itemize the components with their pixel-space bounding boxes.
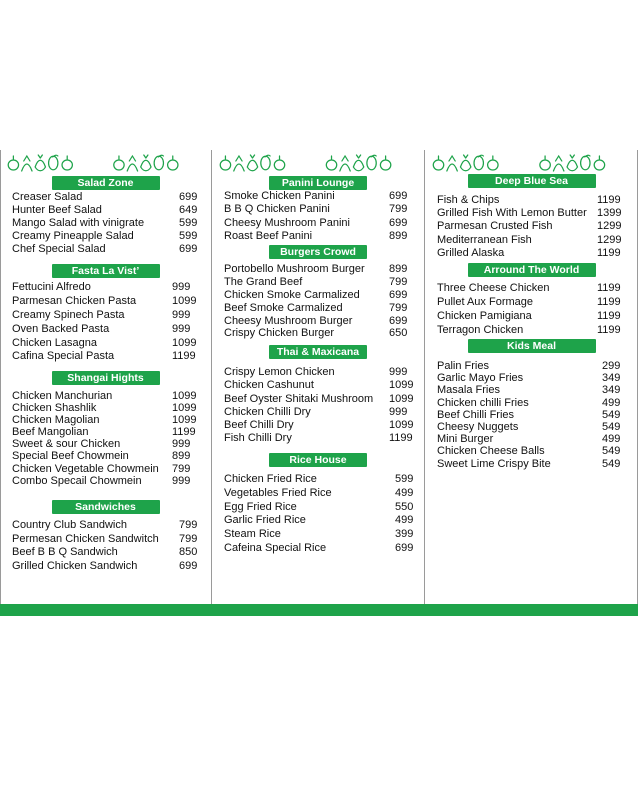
- item-name: Pullet Aux Formage: [437, 295, 533, 308]
- item-name: Sweet & sour Chicken: [12, 438, 121, 451]
- item-price: 799: [179, 519, 198, 531]
- menu-item: [437, 458, 636, 470]
- section-title: Kids Meal: [468, 339, 596, 353]
- menu-section: [2, 500, 209, 514]
- menu-section: [2, 264, 209, 278]
- menu-section: [214, 453, 422, 467]
- item-name: Cheesy Mushroom Panini: [224, 216, 350, 229]
- menu-item: [224, 419, 422, 432]
- item-name: Special Beef Chowmein: [12, 450, 129, 463]
- item-name: The Grand Beef: [224, 275, 303, 288]
- section-title: Arround The World: [468, 263, 596, 277]
- menu-item: [437, 282, 636, 296]
- item-price: 1099: [389, 379, 414, 392]
- item-name: Crispy Lemon Chicken: [224, 366, 335, 378]
- item-name: B B Q Chicken Panini: [224, 203, 330, 216]
- menu-column-3: [427, 150, 636, 602]
- section-title: Salad Zone: [52, 176, 160, 190]
- item-price: 1099: [389, 419, 414, 432]
- item-price: 349: [602, 372, 621, 385]
- item-name: Chef Special Salad: [12, 242, 106, 255]
- item-name: Mini Burger: [437, 433, 494, 446]
- section-title: Thai & Maxicana: [269, 345, 367, 359]
- menu-column-1: [2, 150, 209, 602]
- menu-item: [437, 397, 636, 409]
- menu-item: [437, 372, 636, 384]
- item-list: [224, 473, 422, 556]
- menu-item: [12, 560, 209, 574]
- menu-item: [224, 276, 422, 289]
- menu-item: [12, 475, 209, 487]
- item-price: 1099: [389, 392, 414, 405]
- item-name: Cheesy Mushroom Burger: [224, 314, 353, 327]
- menu-sheet: [0, 150, 638, 616]
- item-list: [437, 194, 636, 260]
- item-price: 699: [395, 541, 414, 554]
- menu-item: [12, 533, 209, 547]
- item-name: Cafina Special Pasta: [12, 350, 115, 363]
- menu-item: [437, 296, 636, 310]
- menu-item: [224, 528, 422, 542]
- item-price: 699: [389, 216, 408, 229]
- menu-item: [437, 207, 636, 220]
- item-price: 1099: [172, 390, 197, 402]
- item-price: 699: [389, 288, 408, 301]
- menu-item: [224, 542, 422, 556]
- item-name: Chicken Chilli Dry: [224, 405, 311, 418]
- item-price: 899: [389, 263, 408, 275]
- item-price: 699: [179, 242, 198, 255]
- item-price: 1099: [172, 402, 197, 415]
- menu-item: [437, 409, 636, 421]
- item-price: 999: [389, 405, 408, 418]
- item-price: 850: [179, 546, 198, 559]
- item-price: 650: [389, 327, 408, 340]
- item-price: 1399: [597, 207, 622, 220]
- item-price: 649: [179, 203, 198, 216]
- item-name: Beef Oyster Shitaki Mushroom: [224, 392, 374, 405]
- menu-item: [12, 217, 209, 230]
- item-list: [224, 190, 422, 243]
- menu-section: [427, 263, 636, 277]
- item-price: 899: [389, 229, 408, 242]
- menu-section: [2, 371, 209, 385]
- menu-item: [437, 445, 636, 457]
- menu-item: [12, 546, 209, 560]
- item-name: Creamy Spinech Pasta: [12, 308, 125, 321]
- item-price: 1199: [597, 295, 621, 308]
- menu-item: [224, 473, 422, 487]
- menu-item: [224, 190, 422, 203]
- item-name: Mango Salad with vinigrate: [12, 216, 145, 229]
- item-name: Combo Specail Chowmein: [12, 474, 142, 487]
- item-name: Hunter Beef Salad: [12, 203, 102, 216]
- menu-item: [12, 337, 209, 351]
- item-name: Parmesan Chicken Pasta: [12, 294, 137, 307]
- item-name: Fettucini Alfredo: [12, 281, 91, 293]
- menu-item: [224, 366, 422, 379]
- item-name: Three Cheese Chicken: [437, 282, 550, 294]
- menu-item: [437, 234, 636, 247]
- item-price: 599: [395, 473, 414, 485]
- item-name: Chicken Smoke Carmalized: [224, 288, 360, 301]
- menu-section: [214, 245, 422, 259]
- item-price: 999: [172, 474, 191, 487]
- menu-item: [12, 390, 209, 402]
- item-price: 1299: [597, 220, 622, 233]
- vegetable-doodle-icon: [2, 151, 209, 175]
- menu-item: [224, 263, 422, 276]
- sheet-border-left: [0, 150, 1, 616]
- menu-item: [224, 203, 422, 216]
- item-name: Palin Fries: [437, 360, 489, 372]
- item-name: Grilled Alaska: [437, 246, 505, 259]
- item-price: 1199: [597, 282, 621, 294]
- item-name: Creaser Salad: [12, 191, 83, 203]
- item-name: Beef Chilli Fries: [437, 408, 515, 421]
- section-title: Rice House: [269, 453, 367, 467]
- item-price: 550: [395, 500, 414, 513]
- item-name: Creamy Pineapple Salad: [12, 229, 134, 242]
- menu-item: [12, 230, 209, 243]
- menu-item: [224, 327, 422, 340]
- menu-item: [437, 433, 636, 445]
- menu-item: [437, 324, 636, 338]
- menu-item: [12, 295, 209, 309]
- item-name: Vegetables Fried Rice: [224, 486, 332, 499]
- item-name: Parmesan Crusted Fish: [437, 220, 553, 233]
- item-name: Chicken chilli Fries: [437, 396, 529, 409]
- item-price: 599: [179, 216, 198, 229]
- item-price: 799: [389, 275, 408, 288]
- menu-item: [12, 450, 209, 462]
- item-price: 499: [602, 396, 621, 409]
- item-price: 1199: [597, 246, 621, 259]
- item-price: 549: [602, 408, 621, 421]
- section-title: Panini Lounge: [269, 176, 367, 190]
- item-name: Beef B B Q Sandwich: [12, 546, 118, 559]
- menu-item: [224, 379, 422, 392]
- item-price: 549: [602, 457, 621, 470]
- menu-item: [12, 519, 209, 533]
- menu-item: [224, 514, 422, 528]
- menu-item: [437, 220, 636, 233]
- item-name: Grilled Fish With Lemon Butter: [437, 207, 587, 220]
- menu-item: [437, 310, 636, 324]
- item-list: [437, 282, 636, 338]
- menu-section: [427, 339, 636, 353]
- item-price: 999: [172, 438, 191, 451]
- menu-item: [224, 432, 422, 445]
- item-name: Chicken Manchurian: [12, 390, 113, 402]
- item-name: Chicken Vegetable Chowmein: [12, 462, 159, 475]
- item-price: 999: [172, 281, 191, 293]
- item-price: 999: [172, 322, 191, 335]
- item-price: 549: [602, 445, 621, 458]
- menu-item: [224, 217, 422, 230]
- item-list: [437, 360, 636, 470]
- menu-item: [12, 204, 209, 217]
- item-price: 1099: [172, 294, 197, 307]
- footer-bar: [0, 604, 638, 616]
- item-price: 1199: [172, 350, 196, 363]
- item-name: Masala Fries: [437, 384, 500, 397]
- item-price: 799: [179, 532, 198, 545]
- menu-item: [224, 302, 422, 315]
- item-name: Sweet Lime Crispy Bite: [437, 457, 551, 470]
- section-title: Sandwiches: [52, 500, 160, 514]
- item-list: [12, 191, 209, 255]
- item-price: 499: [395, 514, 414, 527]
- item-name: Beef Chilli Dry: [224, 419, 294, 432]
- item-name: Fish & Chips: [437, 194, 500, 206]
- item-name: Chicken Pamigiana: [437, 309, 532, 322]
- column-divider: [424, 150, 425, 606]
- item-price: 599: [179, 229, 198, 242]
- item-price: 1199: [389, 432, 413, 445]
- section-title: Burgers Crowd: [269, 245, 367, 259]
- item-price: 1199: [172, 426, 196, 439]
- menu-item: [12, 191, 209, 204]
- menu-item: [224, 406, 422, 419]
- item-price: 499: [395, 486, 414, 499]
- item-name: Cheesy Nuggets: [437, 420, 519, 433]
- item-name: Fish Chilli Dry: [224, 432, 292, 445]
- menu-item: [12, 426, 209, 438]
- menu-column-2: [214, 150, 422, 602]
- section-title: Deep Blue Sea: [468, 174, 596, 188]
- item-list: [12, 390, 209, 487]
- menu-item: [12, 438, 209, 450]
- menu-item: [437, 360, 636, 372]
- menu-item: [12, 281, 209, 295]
- item-list: [12, 519, 209, 573]
- item-price: 1099: [172, 336, 197, 349]
- item-name: Crispy Chicken Burger: [224, 327, 335, 340]
- item-price: 1199: [597, 309, 621, 322]
- menu-item: [12, 350, 209, 364]
- section-title: Shangai Hights: [52, 371, 160, 385]
- item-name: Roast Beef Panini: [224, 229, 313, 242]
- menu-item: [437, 384, 636, 396]
- menu-item: [224, 315, 422, 328]
- menu-item: [437, 421, 636, 433]
- item-list: [12, 281, 209, 364]
- item-name: Oven Backed Pasta: [12, 322, 110, 335]
- item-name: Terragon Chicken: [437, 323, 524, 336]
- item-price: 299: [602, 360, 621, 372]
- menu-item: [224, 289, 422, 302]
- item-name: Chicken Shashlik: [12, 402, 97, 415]
- menu-item: [12, 402, 209, 414]
- item-price: 1099: [172, 414, 197, 427]
- item-name: Garlic Fried Rice: [224, 514, 306, 527]
- item-name: Mediterranean Fish: [437, 233, 532, 246]
- item-name: Egg Fried Rice: [224, 500, 297, 513]
- menu-item: [12, 463, 209, 475]
- item-price: 899: [172, 450, 191, 463]
- item-price: 999: [389, 366, 408, 378]
- menu-section: [427, 174, 636, 188]
- menu-section: [214, 176, 422, 190]
- menu-item: [224, 501, 422, 515]
- menu-section: [2, 176, 209, 190]
- menu-item: [12, 414, 209, 426]
- item-price: 699: [389, 314, 408, 327]
- item-name: Steam Rice: [224, 528, 281, 541]
- item-name: Chicken Cheese Balls: [437, 445, 545, 458]
- item-name: Country Club Sandwich: [12, 519, 127, 531]
- item-name: Beef Smoke Carmalized: [224, 301, 343, 314]
- item-name: Portobello Mushroom Burger: [224, 263, 365, 275]
- item-name: Beef Mangolian: [12, 426, 89, 439]
- item-price: 799: [389, 301, 408, 314]
- item-name: Chicken Cashunut: [224, 379, 314, 392]
- section-title: Fasta La Vist’: [52, 264, 160, 278]
- item-price: 999: [172, 308, 191, 321]
- item-name: Chicken Lasagna: [12, 336, 98, 349]
- item-price: 699: [179, 559, 198, 572]
- vegetable-doodle-icon: [427, 151, 636, 175]
- menu-item: [12, 323, 209, 337]
- menu-item: [12, 243, 209, 256]
- item-price: 399: [395, 528, 414, 541]
- item-price: 1199: [597, 194, 621, 206]
- item-price: 1299: [597, 233, 622, 246]
- menu-item: [224, 230, 422, 243]
- item-price: 799: [389, 203, 408, 216]
- item-price: 699: [389, 190, 408, 202]
- item-price: 349: [602, 384, 621, 397]
- item-name: Chicken Fried Rice: [224, 473, 317, 485]
- column-divider: [211, 150, 212, 606]
- item-name: Smoke Chicken Panini: [224, 190, 335, 202]
- item-name: Grilled Chicken Sandwich: [12, 559, 138, 572]
- menu-section: [214, 345, 422, 359]
- item-list: [224, 366, 422, 446]
- item-price: 549: [602, 420, 621, 433]
- item-price: 799: [172, 462, 191, 475]
- menu-item: [12, 309, 209, 323]
- menu-item: [224, 393, 422, 406]
- item-list: [224, 263, 422, 340]
- item-price: 699: [179, 191, 198, 203]
- item-name: Cafeina Special Rice: [224, 541, 327, 554]
- menu-item: [437, 194, 636, 207]
- vegetable-doodle-icon: [214, 151, 422, 175]
- menu-item: [224, 487, 422, 501]
- item-name: Garlic Mayo Fries: [437, 372, 524, 385]
- item-price: 499: [602, 433, 621, 446]
- menu-item: [437, 247, 636, 260]
- item-price: 1199: [597, 323, 621, 336]
- item-name: Chicken Magolian: [12, 414, 100, 427]
- item-name: Permesan Chicken Sandwitch: [12, 532, 159, 545]
